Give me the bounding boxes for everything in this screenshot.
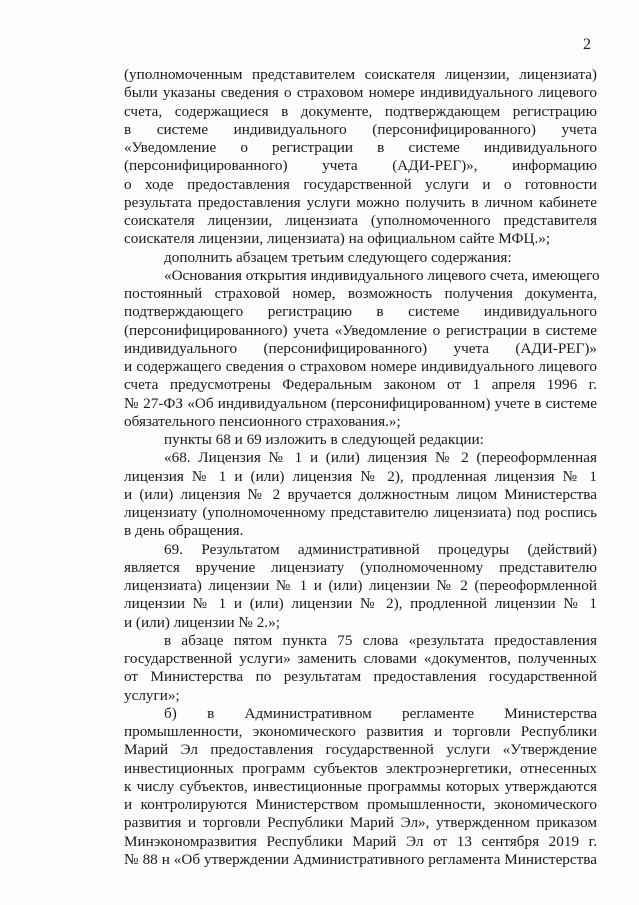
text-line: счета предусмотрены Федеральным законом от 1 апреля 1996 г. — [124, 376, 597, 394]
text-line: и (или) лицензия № 2 вручается должностным лицом Министерства — [124, 485, 597, 503]
page-number: 2 — [583, 36, 591, 53]
text-line: инвестиционных программ субъектов электроэнергетики, отнесенных — [124, 759, 597, 777]
text-line: о ходе предоставления государственной услуги и о готовности — [124, 175, 597, 193]
text-line: лицензия № 1 и (или) лицензия № 2), продленная лицензия № 1 — [124, 467, 597, 485]
text-line: (уполномоченным представителем соискателя лицензии, лицензиата) — [124, 66, 597, 83]
text-line: № 27-ФЗ «Об индивидуальном (персонифицированном) учете в системе — [124, 394, 597, 412]
text-line: постоянный страховой номер, возможность получения документа, — [124, 285, 597, 302]
text-line: 69. Результатом административной процедуры (действий) — [164, 540, 597, 558]
text-line: индивидуального (персонифицированного) учета (АДИ-РЕГ)» — [124, 339, 597, 357]
text-line: соискателя лицензии, лицензиата (уполномоченного представителя — [124, 212, 597, 229]
text-line: государственной услуги» заменить словами «документов, полученных — [124, 650, 597, 667]
text-line: является вручение лицензиату (уполномоченному представителю — [124, 558, 597, 576]
text-line: от Министерства по результатам предоставления государственной — [124, 668, 597, 686]
text-line: лицензии № 1 и (или) лицензии № 2), продленной лицензии № 1 — [124, 595, 597, 613]
text-line: подтверждающего регистрацию в системе индивидуального — [124, 303, 597, 321]
document-body — [124, 66, 600, 869]
text-line: и (или) лицензии № 2.»; — [124, 613, 280, 631]
text-line: были указаны сведения о страховом номере индивидуального лицевого — [124, 84, 597, 102]
text-line: «Основания открытия индивидуального лицевого счета, имеющего — [164, 266, 600, 284]
text-line: лицензиата) лицензии № 1 и (или) лицензии № 2 (переоформленной — [124, 577, 597, 594]
text-line: в день обращения. — [124, 522, 244, 540]
text-line: Марий Эл предоставления государственной услуги «Утверждение — [124, 741, 597, 759]
text-line: лицензиату (уполномоченному представителю лицензиата) под роспись — [124, 504, 597, 521]
text-line: № 88 н «Об утверждении Административного регламента Министерства — [124, 850, 597, 868]
text-line: соискателя лицензии, лицензиата) на официальном сайте МФЦ.»; — [124, 230, 551, 248]
text-line: и контролируются Министерством промышленности, экономического — [124, 796, 597, 813]
text-line: пункты 68 и 69 изложить в следующей редакции: — [164, 431, 484, 448]
text-line: обязательного пенсионного страхования.»; — [124, 412, 401, 430]
text-line: и содержащего сведения о страховом номере индивидуального лицевого — [124, 358, 597, 375]
text-line: в абзаце пятом пункта 75 слова «результата предоставления — [164, 631, 597, 649]
text-line: Минэкономразвития Республики Марий Эл от 13 сентября 2019 г. — [124, 832, 597, 850]
text-line: «68. Лицензия № 1 и (или) лицензия № 2 (переоформленная — [164, 449, 597, 467]
text-line: счета, содержащиеся в документе, подтверждающем регистрацию — [124, 102, 597, 120]
text-line: результата предоставления услуги можно получить в личном кабинете — [124, 193, 597, 211]
text-line: дополнить абзацем третьим следующего содержания: — [164, 248, 512, 266]
text-line: услуги»; — [124, 686, 180, 704]
text-line: развития и торговли Республики Марий Эл», утвержденном приказом — [124, 814, 597, 832]
text-line: в системе индивидуального (персонифицированного) учета — [124, 120, 597, 138]
text-line: (персонифицированного) учета «Уведомление о регистрации в системе — [124, 321, 597, 339]
text-line: (персонифицированного) учета (АДИ-РЕГ)», информацию — [124, 157, 597, 175]
text-line: к числу субъектов, инвестиционные программы которых утверждаются — [124, 777, 597, 795]
text-line: б) в Административном регламенте Министерства — [164, 704, 597, 722]
text-line: «Уведомление о регистрации в системе индивидуального — [124, 139, 597, 156]
text-line: промышленности, экономического развития и торговли Республики — [124, 723, 597, 740]
